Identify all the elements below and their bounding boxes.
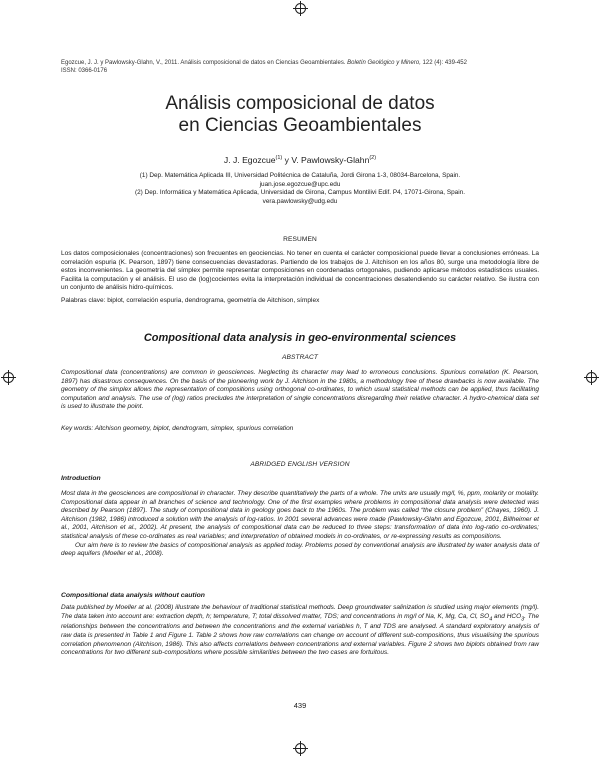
resumen-heading: RESUMEN [283,236,317,243]
citation-issn: ISSN: 0366-0176 [61,68,108,74]
affiliation-1-email[interactable]: juan.jose.egozcue@upc.edu [259,180,341,188]
registration-mark-left-icon [3,372,14,383]
citation-header [61,59,551,75]
introduction-text [61,490,539,559]
title-line-2: en Ciencias Geoambientales [178,115,422,136]
caution-subscript-so4: 4 [489,615,493,622]
caution-text [61,604,539,658]
author-2-affil-mark: (2) [369,155,377,161]
introduction-heading: Introduction [61,475,101,482]
caution-paragraph-1 [61,604,539,658]
title-line-1: Análisis composicional de datos [165,93,435,114]
affiliation-1: (1) Dep. Matemática Aplicada III, Universidad Politécnica de Cataluña, Jordi Girona 1-3, 08034-Barcelona, Spain. [139,172,461,179]
registration-mark-top-icon [295,3,306,14]
citation-volume: 122 (4): 439-452 [422,60,467,66]
abridged-heading: ABRIDGED ENGLISH VERSION [250,461,350,468]
page-title [61,93,539,137]
caution-text-part-3: . The relationships between the concentrations and between the concentrations and the external variables h, T and TDS are analysed. A standard exploratory analysis of raw data is presented in Table 1 and Figure 1. Table 2 shows how raw correlations can change on account of different sub-compositions, thus visualising the spurious correlation phenomenon (Aitchison, 1986). This also affects correlations between concentrations and external variables. Figure 2 shows two biplots obtained from raw concentrations for two different sub-compositions where possible similarities between the two cases are fortuitous. [61,612,540,657]
caution-subscript-hco3: 3 [521,615,525,622]
abstract-text: Compositional data (concentrations) are common in geosciences. Neglecting its character may lead to erroneous conclusions. Spurious correlation (K. Pearson, 1897) has disastrous consequences. On the basis of the pioneering work by J. Aitchison in the 1980s, a methodology free of these drawbacks is now available. The geometry of the simplex allows the representation of compositions using orthogonal co-ordinates, to which usual statistical methods can be applied, thus facilitating computation and analysis. The use of (log) ratios precludes the interpretation of single concentrations disregarding their relative character. A hydro-chemical data set is used to illustrate the point. [61,369,539,411]
author-1-affil-mark: (1) [275,155,283,161]
affiliations [61,172,539,206]
citation-journal: Boletín Geológico y Minero, [347,60,421,66]
english-title: Compositional data analysis in geo-environmental sciences [143,332,457,344]
caution-heading: Compositional data analysis without caution [61,592,205,599]
abstract-heading: ABSTRACT [282,354,318,361]
page-number: 439 [293,701,307,710]
abstract-keywords: Key words: Aitchison geometry, biplot, dendrogram, simplex, spurious correlation [61,425,294,432]
author-1: J. J. Egozcue [223,154,276,165]
caution-text-part-1: Data published by Moeller at al. (2008) illustrate the behaviour of traditional statistical methods. Deep groundwater salinization is studied using major elements (mg/l). The data taken into account are: extraction depth, h; temperature, T; total dissolved matter, TDS; and concentrations in mg/l of Na, K, Mg, Ca, Cl, SO [61,604,539,620]
affiliation-2: (2) Dep. Informática y Matemática Aplicada, Universidad de Girona, Campus Montilivi Edif. P4, 17071-Girona, Spain. [135,189,465,197]
author-2: V. Pawlowsky-Glahn [291,154,370,165]
introduction-paragraph-2: Our aim here is to review the basics of compositional analysis as applied today. Problems posed by conventional analysis are illustrated by water analysis data of deep aquifers (Moeller et al., 2008). [61,541,539,558]
resumen-text: Los datos composicionales (concentraciones) son frecuentes en geociencias. No tener en cuenta el carácter composicional puede llevar a conclusiones erróneas. La correlación espuria (K. Pearson, 1897) tiene consecuencias devastadoras. Partiendo de los trabajos de J. Aitchison en los años 80, surge una metodología libre de estos inconvenientes. La geometría del símplex permite representar composiciones en coordenadas ortogonales, pudiendo aplicarse métodos estadísticos usuales. Facilita la computación y el análisis. El uso de (log)cocientes evita la interpretación individual de concentraciones desatendiendo su carácter relativo. Se ilustra con un conjunto de análisis hidro-químicos. [61,250,539,292]
citation-reference: Egozcue, J. J. y Pawlowsky-Glahn, V., 2011. Análisis composicional de datos en Ciencias Geoambientales. [61,60,346,66]
registration-mark-right-icon [586,372,597,383]
affiliation-2-email[interactable]: vera.pawlowsky@udg.edu [262,197,338,205]
author-conjunction: y [284,154,289,165]
author-list [61,153,539,166]
caution-text-part-2: and HCO [492,612,522,620]
resumen-keywords: Palabras clave: biplot, correlación espuria, dendrograma, geometría de Aitchison, símplex [61,297,320,304]
registration-mark-bottom-icon [295,743,306,754]
introduction-paragraph-1: Most data in the geosciences are compositional in character. They describe quantitatively the parts of a whole. The units are usually mg/l, %, ppm, molarity or molality. Compositional data appear in all branches of science and technology. One of the first examples where problems in compositional data analysis were detected was described by Pearson (1897). The study of compositional data in geology goes back to the 1960s. The problem was called “the closure problem” (Chayes, 1960). J. Aitchison (1982, 1986) introduced a solution with the analysis of log-ratios. In 2001 several advances were made (Pawlowsky-Glahn and Egozcue, 2001, Billheimer et al., 2001, Aitchison et al., 2002). At present, the analysis of compositional data can be reduced to three steps: transformation of data into log-ratio co-ordinates; statistical analysis of these co-ordinates as real variables; and interpretation of obtained models in co-ordinates, or re-expressing results as compositions. [61,490,539,540]
